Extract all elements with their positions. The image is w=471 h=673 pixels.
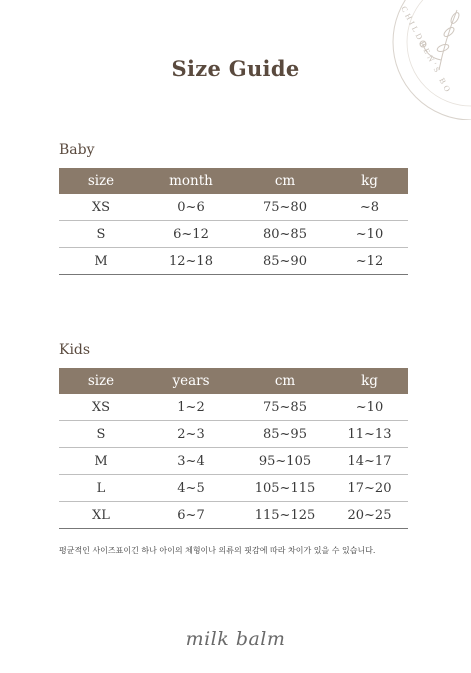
header-cell: years: [143, 368, 239, 394]
table-cell: 75~85: [239, 394, 331, 421]
table-row: [59, 421, 408, 448]
table-cell: ~12: [331, 248, 408, 275]
header-cell: kg: [331, 168, 408, 194]
size-note: 평균적인 사이즈표이긴 하나 아이의 체형이나 의류의 핏감에 따라 차이가 있을 수 있습니다.: [59, 546, 376, 555]
table-cell: 14~17: [331, 448, 408, 475]
header-cell: kg: [331, 368, 408, 394]
baby-section-label: Baby: [59, 142, 95, 158]
decor-text: CHILDREN'S BO: [399, 4, 454, 96]
table-cell: 20~25: [331, 502, 408, 529]
brand-logo: milk balm: [185, 628, 286, 650]
table-cell: 4~5: [143, 475, 239, 502]
table-cell: XS: [59, 394, 143, 421]
table-cell: 75~80: [239, 194, 331, 221]
table-cell: ~10: [331, 394, 408, 421]
kids-section-label: Kids: [59, 342, 91, 358]
table-cell: XL: [59, 502, 143, 529]
table-row: [59, 194, 408, 221]
table-cell: 95~105: [239, 448, 331, 475]
table-cell: 12~18: [143, 248, 239, 275]
table-cell: 6~12: [143, 221, 239, 248]
table-cell: 3~4: [143, 448, 239, 475]
table-cell: S: [59, 221, 143, 248]
table-row: [59, 221, 408, 248]
table-cell: 6~7: [143, 502, 239, 529]
header-cell: cm: [239, 368, 331, 394]
table-cell: L: [59, 475, 143, 502]
header-cell: size: [59, 368, 143, 394]
table-cell: 11~13: [331, 421, 408, 448]
header-cell: size: [59, 168, 143, 194]
table-row: [59, 502, 408, 529]
table-cell: 17~20: [331, 475, 408, 502]
header-cell: cm: [239, 168, 331, 194]
table-row: [59, 448, 408, 475]
kids-size-table: [59, 368, 408, 529]
table-cell: 85~90: [239, 248, 331, 275]
table-row: [59, 475, 408, 502]
table-cell: 1~2: [143, 394, 239, 421]
table-cell: 80~85: [239, 221, 331, 248]
table-row: [59, 248, 408, 275]
table-cell: S: [59, 421, 143, 448]
table-row: [59, 394, 408, 421]
table-cell: XS: [59, 194, 143, 221]
table-header-row: [59, 168, 408, 194]
table-cell: M: [59, 448, 143, 475]
page-title: Size Guide: [171, 56, 300, 81]
table-cell: ~8: [331, 194, 408, 221]
table-cell: 105~115: [239, 475, 331, 502]
table-cell: 2~3: [143, 421, 239, 448]
table-cell: M: [59, 248, 143, 275]
baby-size-table: [59, 168, 408, 275]
table-cell: ~10: [331, 221, 408, 248]
table-cell: 115~125: [239, 502, 331, 529]
table-cell: 85~95: [239, 421, 331, 448]
table-header-row: [59, 368, 408, 394]
header-cell: month: [143, 168, 239, 194]
table-cell: 0~6: [143, 194, 239, 221]
